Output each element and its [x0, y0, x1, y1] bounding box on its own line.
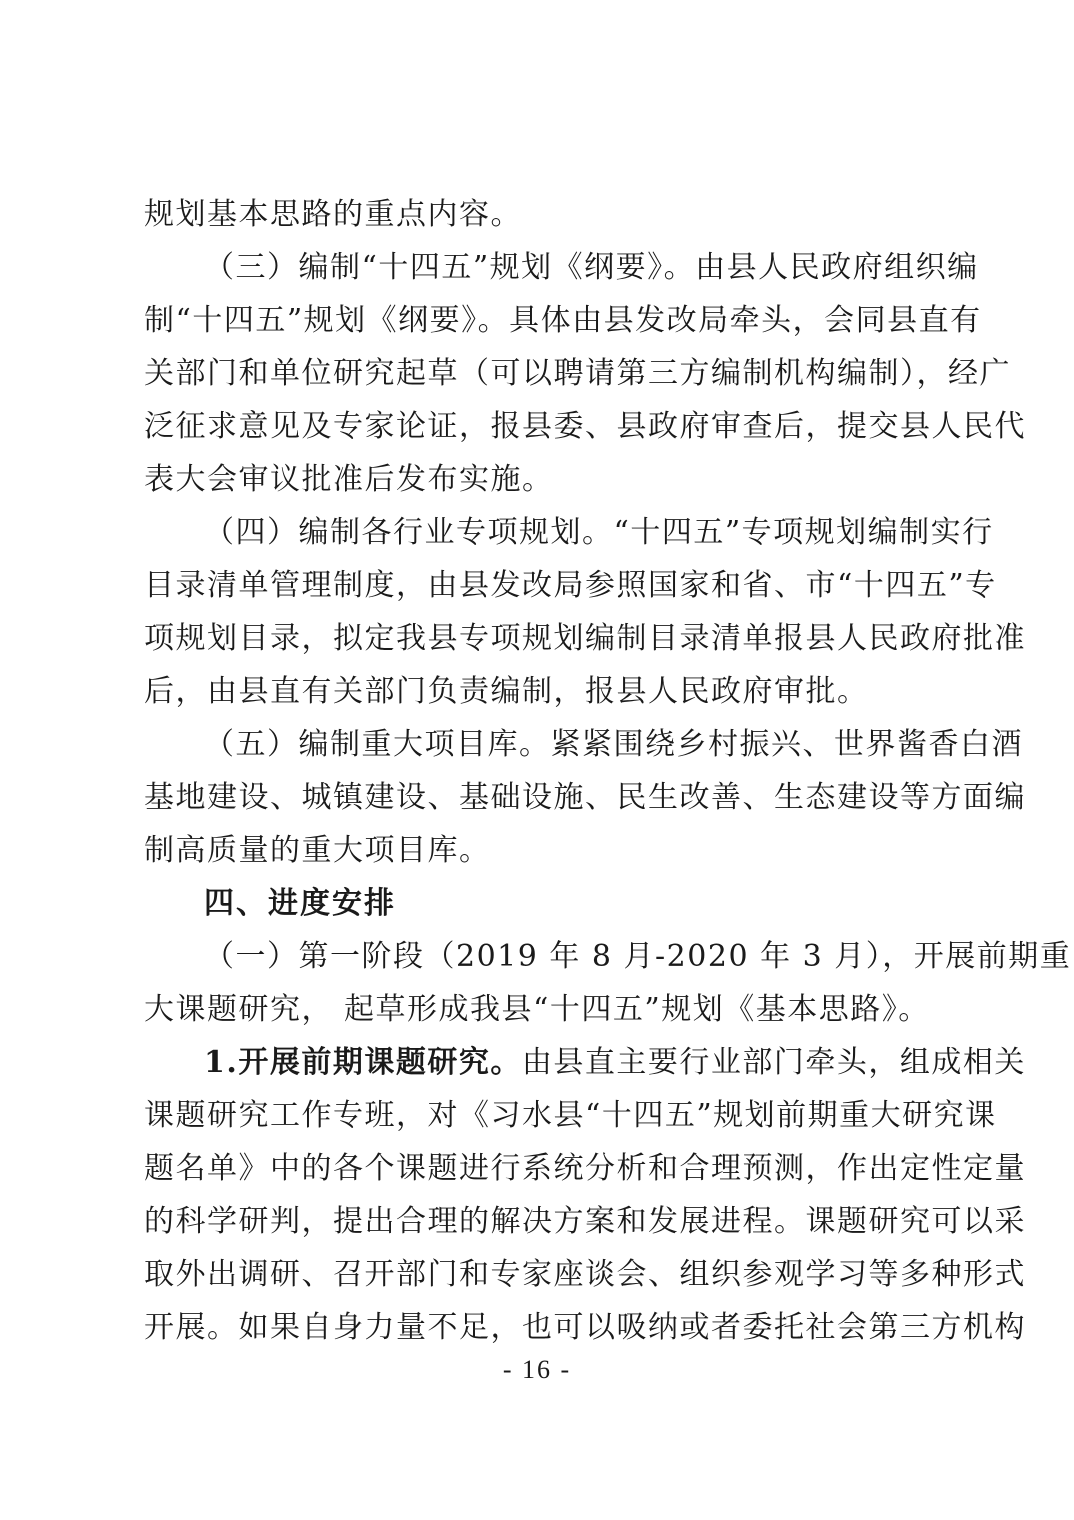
text-line: 关部门和单位研究起草（可以聘请第三方编制机构编制），经广 — [144, 356, 1011, 391]
text-line — [144, 1036, 1026, 1089]
text-line: 表大会审议批准后发布实施。 — [144, 462, 554, 497]
text-line: 课题研究工作专班，对《习水县“十四五”规划前期重大研究课 — [144, 1098, 997, 1133]
page-number: - 16 - — [502, 1355, 572, 1384]
text-line: （三）编制“十四五”规划《纲要》。由县人民政府组织编 — [204, 250, 979, 285]
text-line: 规划基本思路的重点内容。 — [144, 197, 522, 232]
text-line: 的科学研判，提出合理的解决方案和发展进程。课题研究可以采 — [144, 1204, 1026, 1239]
text-line: 项规划目录，拟定我县专项规划编制目录清单报县人民政府批准 — [144, 621, 1026, 656]
text-line: 制“十四五”规划《纲要》。具体由县发改局牵头，会同县直有 — [144, 303, 982, 338]
text-line: 基地建设、城镇建设、基础设施、民生改善、生态建设等方面编 — [144, 780, 1026, 815]
text-line: （一）第一阶段（2019 年 8 月-2020 年 3 月），开展前期重 — [204, 939, 1072, 974]
text-line: 后，由县直有关部门负责编制，报县人民政府审批。 — [144, 674, 869, 709]
text-line: （五）编制重大项目库。紧紧围绕乡村振兴、世界酱香白酒 — [204, 727, 1023, 762]
text-segment: 由县直主要行业部门牵头，组成相关 — [521, 1045, 1026, 1080]
section-heading: 四、进度安排 — [204, 886, 396, 921]
document-body — [144, 188, 1072, 1354]
text-line: 大课题研究， 起草形成我县“十四五”规划《基本思路》。 — [144, 992, 930, 1027]
subsection-title: 1.开展前期课题研究。 — [204, 1045, 522, 1080]
text-line: 题名单》中的各个课题进行系统分析和合理预测，作出定性定量 — [144, 1151, 1026, 1186]
text-line: （四）编制各行业专项规划。“十四五”专项规划编制实行 — [204, 515, 994, 550]
text-line: 开展。如果自身力量不足，也可以吸纳或者委托社会第三方机构 — [144, 1310, 1026, 1345]
text-line: 目录清单管理制度，由县发改局参照国家和省、市“十四五”专 — [144, 568, 997, 603]
text-line: 取外出调研、召开部门和专家座谈会、组织参观学习等多种形式 — [144, 1257, 1026, 1292]
text-line: 制高质量的重大项目库。 — [144, 833, 491, 868]
text-line: 泛征求意见及专家论证，报县委、县政府审查后，提交县人民代 — [144, 409, 1026, 444]
